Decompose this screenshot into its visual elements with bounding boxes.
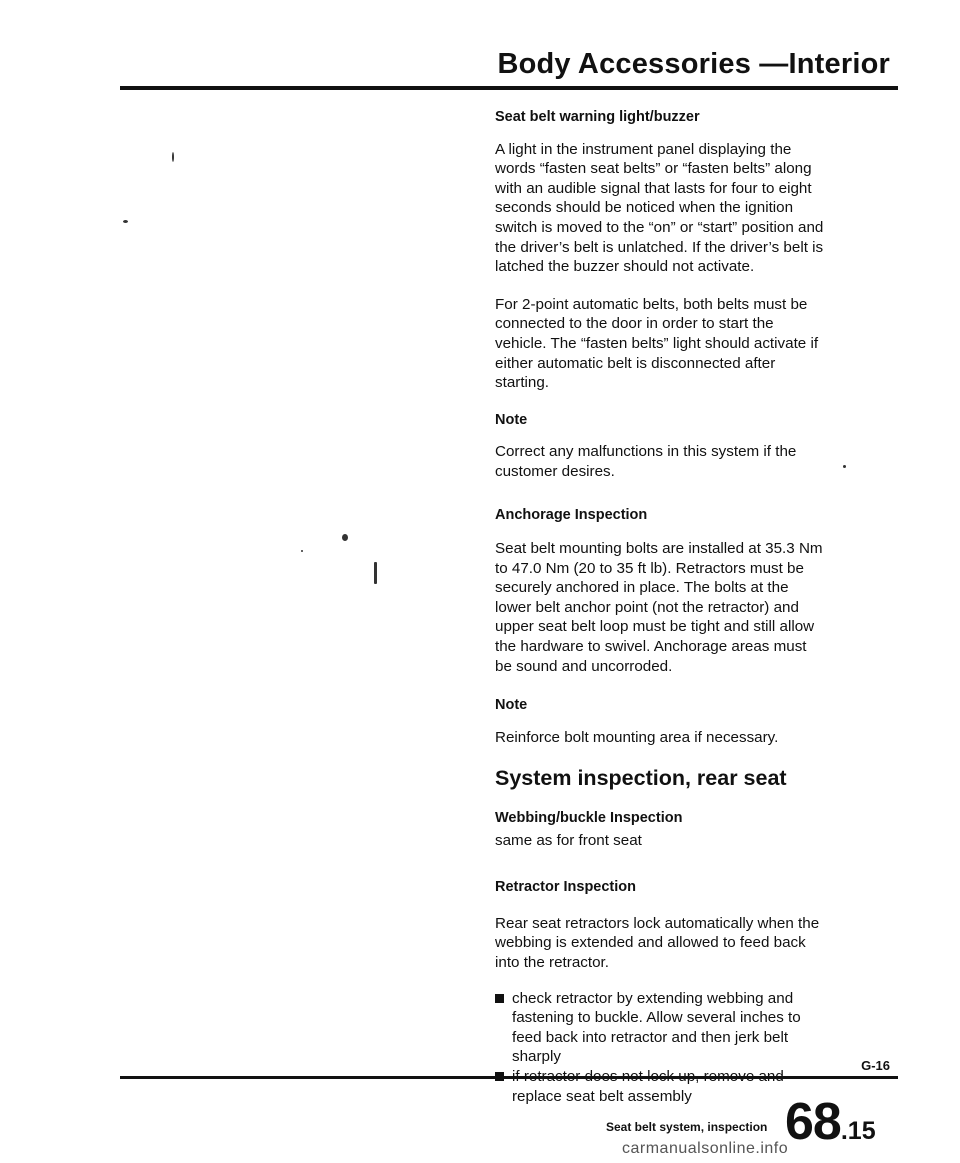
footer-caption: Seat belt system, inspection [606,1120,768,1134]
figure-code: G-16 [861,1058,890,1073]
scan-speck [301,550,303,552]
warning-light-note-label: Note [495,411,528,428]
warning-light-paragraph-2: For 2-point automatic belts, both belts must be connected to the door in order to start the vehicle. The “fasten belts” light should activate if either automatic belt is disconnected after starting. [495,295,819,392]
anchorage-note-text: Reinforce bolt mounting area if necessary. [495,728,779,746]
footer-rule [120,1076,898,1079]
bullet-text: check retractor by extending webbing and fastening to buckle. Allow several inches to feed back into retractor and then jerk belt sharply [512,989,801,1066]
list-item [495,989,825,1067]
scan-speck [123,220,128,223]
scan-speck [172,152,174,162]
retractor-heading: Retractor Inspection [495,879,636,896]
page-number-minor: .15 [840,1117,876,1145]
warning-light-paragraph-1: A light in the instrument panel displaying the words “fasten seat belts” or “fasten belts” along with an audible signal that lasts for four to eight seconds should be noticed when the ignition switch is moved to the “on” or “start” position and the driver’s belt is unlatched. If the driver’s belt is latched the buzzer should not activate. [495,140,824,276]
retractor-checklist [495,989,825,1107]
watermark: carmanualsonline.info [622,1140,789,1157]
bullet-text: if retractor does not lock up, remove and replace seat belt assembly [512,1067,784,1105]
scan-speck [342,534,348,541]
warning-light-note-text: Correct any malfunctions in this system if the customer desires. [495,443,797,480]
header-rule [120,86,898,90]
square-bullet-icon [495,994,504,1003]
list-item [495,1067,825,1106]
page-number-major: 68 [785,1093,841,1151]
warning-light-heading: Seat belt warning light/buzzer [495,109,700,125]
anchorage-note-label: Note [495,697,528,714]
retractor-paragraph: Rear seat retractors lock automatically when the webbing is extended and allowed to feed back into the retractor. [495,914,820,971]
page-number [785,1092,876,1152]
anchorage-paragraph: Seat belt mounting bolts are installed at 35.3 Nm to 47.0 Nm (20 to 35 ft lb). Retractors must be securely anchored in place. The bolts at the lower belt anchor point (not the retractor) and upper seat belt loop must be tight and still allow the hardware to swivel. Anchorage areas must be sound and uncorroded. [495,540,823,675]
text-column [495,108,825,1106]
rear-seat-title: System inspection, rear seat [495,766,787,791]
scan-speck [374,562,377,584]
page-header: Body Accessories —Interior [497,48,890,80]
webbing-text: same as for front seat [495,831,642,849]
scan-speck [843,465,846,468]
anchorage-heading: Anchorage Inspection [495,506,648,523]
webbing-heading: Webbing/buckle Inspection [495,810,683,827]
